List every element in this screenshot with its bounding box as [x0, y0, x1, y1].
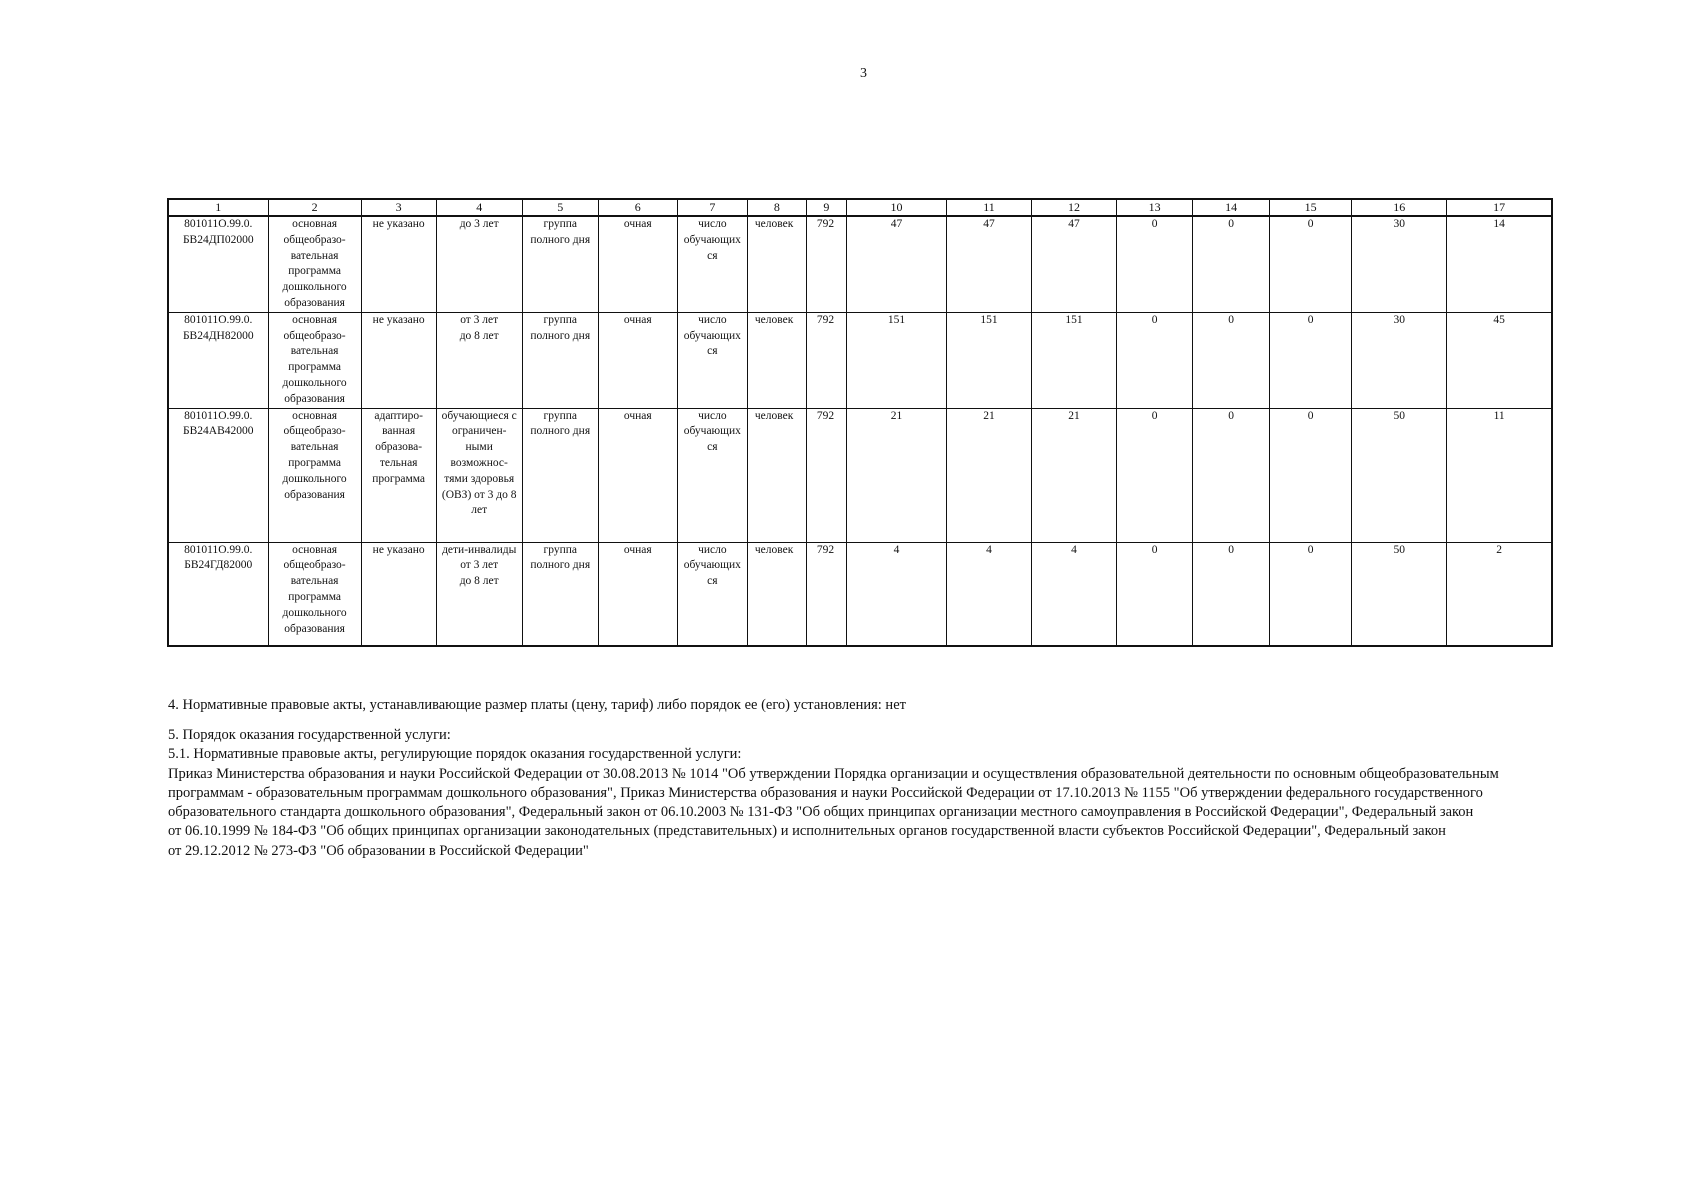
program-type-cell: не указано	[361, 542, 436, 646]
age-category-cell: до 3 лет	[436, 216, 522, 312]
note-5	[168, 726, 1568, 861]
value-cell: 0	[1117, 542, 1193, 646]
indicator-name-cell: число обучающих ся	[677, 542, 747, 646]
column-header: 13	[1117, 199, 1193, 216]
program-type-cell: не указано	[361, 216, 436, 312]
deviation-cell: 30	[1352, 216, 1447, 312]
stay-mode-cell: группа полного дня	[522, 216, 598, 312]
unit-cell: человек	[747, 312, 806, 408]
column-header: 6	[598, 199, 677, 216]
average-size-cell: 11	[1447, 408, 1552, 542]
value-cell: 21	[1032, 408, 1117, 542]
table-row	[168, 216, 1552, 312]
note-5-1-text-line: от 29.12.2012 № 273-ФЗ "Об образовании в Российской Федерации"	[168, 842, 589, 859]
note-5-title: 5. Порядок оказания государственной услуги:	[168, 727, 451, 743]
column-header: 7	[677, 199, 747, 216]
age-category-cell: дети-инвалиды от 3 лет до 8 лет	[436, 542, 522, 646]
services-table	[167, 198, 1553, 647]
column-header: 8	[747, 199, 806, 216]
column-header: 16	[1352, 199, 1447, 216]
okei-code-cell: 792	[806, 408, 846, 542]
column-header: 5	[522, 199, 598, 216]
value-cell: 47	[846, 216, 946, 312]
stay-mode-cell: группа полного дня	[522, 408, 598, 542]
note-4-text: 4. Нормативные правовые акты, устанавливающие размер платы (цену, тариф) либо порядок ее (его) установления: нет	[168, 697, 906, 713]
value-cell: 4	[846, 542, 946, 646]
column-header: 2	[268, 199, 361, 216]
unit-cell: человек	[747, 542, 806, 646]
value-cell: 0	[1193, 216, 1270, 312]
deviation-cell: 50	[1352, 408, 1447, 542]
note-5-1-text-line: от 06.10.1999 № 184-ФЗ "Об общих принципах организации законодательных (представительных) и исполнительных органов государственной власти субъектов Российской Федерации", Федеральный закон	[168, 823, 1446, 840]
stay-mode-cell: группа полного дня	[522, 312, 598, 408]
registry-code-cell: 801011О.99.0. БВ24ДН82000	[168, 312, 268, 408]
note-5-1-text-line: программам - образовательным программам дошкольного образования", Приказ Министерства образования и науки Российской Федерации от 17.10.2013 № 1155 "Об утверждении федерального государственного	[168, 784, 1483, 801]
column-header: 11	[946, 199, 1031, 216]
value-cell: 47	[946, 216, 1031, 312]
note-5-1-text-line: Приказ Министерства образования и науки Российской Федерации от 30.08.2013 № 1014 "Об утверждении Порядка организации и осуществления образовательной деятельности по основным общеобразовательным	[168, 765, 1499, 782]
indicator-name-cell: число обучающих ся	[677, 312, 747, 408]
column-header: 1	[168, 199, 268, 216]
column-header: 10	[846, 199, 946, 216]
value-cell: 21	[846, 408, 946, 542]
program-cell: основная общеобразо- вательная программа дошкольного образования	[268, 408, 361, 542]
value-cell: 4	[1032, 542, 1117, 646]
registry-code-cell: 801011О.99.0. БВ24ГД82000	[168, 542, 268, 646]
header-row	[168, 199, 1552, 216]
program-cell: основная общеобразо- вательная программа дошкольного образования	[268, 542, 361, 646]
value-cell: 21	[946, 408, 1031, 542]
value-cell: 0	[1193, 312, 1270, 408]
table-row	[168, 408, 1552, 542]
value-cell: 151	[946, 312, 1031, 408]
column-header: 15	[1270, 199, 1352, 216]
note-5-1-title: 5.1. Нормативные правовые акты, регулирующие порядок оказания государственной услуги:	[168, 746, 742, 763]
okei-code-cell: 792	[806, 312, 846, 408]
age-category-cell: от 3 лет до 8 лет	[436, 312, 522, 408]
table-body	[168, 216, 1552, 646]
value-cell: 4	[946, 542, 1031, 646]
value-cell: 0	[1193, 408, 1270, 542]
okei-code-cell: 792	[806, 542, 846, 646]
value-cell: 0	[1270, 408, 1352, 542]
value-cell: 0	[1117, 408, 1193, 542]
value-cell: 0	[1270, 216, 1352, 312]
registry-code-cell: 801011О.99.0. БВ24АВ42000	[168, 408, 268, 542]
program-type-cell: не указано	[361, 312, 436, 408]
column-header: 3	[361, 199, 436, 216]
value-cell: 47	[1032, 216, 1117, 312]
value-cell: 0	[1117, 216, 1193, 312]
stay-mode-cell: группа полного дня	[522, 542, 598, 646]
value-cell: 0	[1270, 312, 1352, 408]
column-header: 14	[1193, 199, 1270, 216]
study-form-cell: очная	[598, 542, 677, 646]
unit-cell: человек	[747, 216, 806, 312]
value-cell: 0	[1117, 312, 1193, 408]
value-cell: 0	[1193, 542, 1270, 646]
average-size-cell: 2	[1447, 542, 1552, 646]
age-category-cell: обучающиеся с ограничен- ными возможнос- тями здоровья (ОВЗ) от 3 до 8 лет	[436, 408, 522, 542]
column-header: 4	[436, 199, 522, 216]
program-type-cell: адаптиро- ванная образова- тельная программа	[361, 408, 436, 542]
note-5-1-text-line: образовательного стандарта дошкольного образования", Федеральный закон от 06.10.2003 № 131-ФЗ "Об общих принципах организации местного самоуправления в Российской Федерации", Федеральный закон	[168, 804, 1474, 821]
deviation-cell: 50	[1352, 542, 1447, 646]
program-cell: основная общеобразо- вательная программа дошкольного образования	[268, 216, 361, 312]
indicator-name-cell: число обучающих ся	[677, 408, 747, 542]
value-cell: 151	[1032, 312, 1117, 408]
value-cell: 151	[846, 312, 946, 408]
indicator-name-cell: число обучающих ся	[677, 216, 747, 312]
okei-code-cell: 792	[806, 216, 846, 312]
value-cell: 0	[1270, 542, 1352, 646]
average-size-cell: 14	[1447, 216, 1552, 312]
average-size-cell: 45	[1447, 312, 1552, 408]
column-header: 17	[1447, 199, 1552, 216]
deviation-cell: 30	[1352, 312, 1447, 408]
column-header: 9	[806, 199, 846, 216]
table-row	[168, 312, 1552, 408]
page-number: 3	[860, 66, 867, 81]
unit-cell: человек	[747, 408, 806, 542]
study-form-cell: очная	[598, 312, 677, 408]
table-row	[168, 542, 1552, 646]
study-form-cell: очная	[598, 216, 677, 312]
study-form-cell: очная	[598, 408, 677, 542]
note-4	[168, 696, 1568, 715]
registry-code-cell: 801011О.99.0. БВ24ДП02000	[168, 216, 268, 312]
program-cell: основная общеобразо- вательная программа дошкольного образования	[268, 312, 361, 408]
column-header: 12	[1032, 199, 1117, 216]
